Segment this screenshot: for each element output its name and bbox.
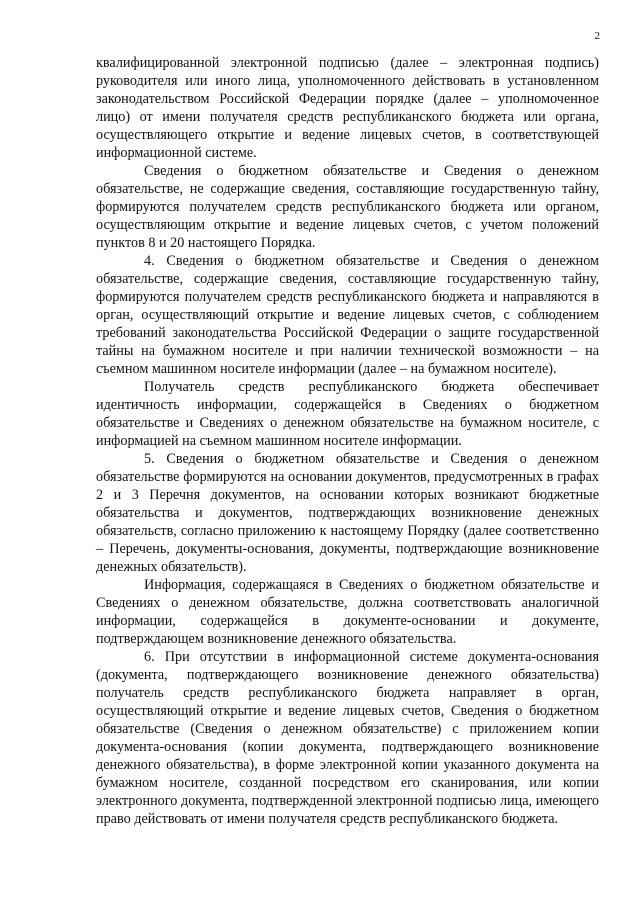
- paragraph-recipient-identity: Получатель средств республиканского бюджета обеспечивает идентичность информации, содержащейся в Сведениях о бюджетном обязательстве и Сведениях о денежном обязательстве на бумажном носителе, с информацией на съемном машинном носителе информации.: [96, 379, 599, 449]
- paragraph-qualified-signature: квалифицированной электронной подписью (далее – электронная подпись) руководителя или иного лица, уполномоченного действовать в установленном законодательством Российской Федерации порядке (далее – уполномоченное лицо) от имени получателя средств республиканского бюджета или органа, осуществляющего открытие и ведение лицевых счетов, в соответствующей информационной системе.: [96, 55, 599, 161]
- paragraph-non-secret-information: Сведения о бюджетном обязательстве и Сведения о денежном обязательстве, не содержащие сведения, составляющие государственную тайну, формируются получателем средств республиканского бюджета или органом, осуществляющим открытие и ведение лицевых счетов, с учетом положений пунктов 8 и 20 настоящего Порядка.: [96, 163, 599, 251]
- paragraph-item-4: 4. Сведения о бюджетном обязательстве и Сведения о денежном обязательстве, содержащие сведения, составляющие государственную тайну, формируются получателем средств республиканского бюджета и направляются в орган, осуществляющий открытие и ведение лицевых счетов, с соблюдением требований законодательства Российской Федерации о защите государственной тайны на бумажном носителе и при наличии технической возможности – на съемном машинном носителе информации (далее – на бумажном носителе).: [96, 253, 599, 377]
- document-body: [96, 54, 599, 828]
- paragraph-item-6: 6. При отсутствии в информационной системе документа-основания (документа, подтверждающего возникновение денежного обязательства) получатель средств республиканского бюджета направляет в орган, осуществляющий открытие и ведение лицевых счетов, Сведения о бюджетном обязательстве (Сведения о денежном обязательстве) с приложением копии документа-основания (копии документа, подтверждающего возникновение денежного обязательства), в форме электронной копии указанного документа на бумажном носителе, созданной посредством его сканирования, или копии электронного документа, подтвержденной электронной подписью лица, имеющего право действовать от имени получателя средств республиканского бюджета.: [96, 649, 599, 827]
- paragraph-item-5: 5. Сведения о бюджетном обязательстве и Сведения о денежном обязательстве формируются на основании документов, предусмотренных в графах 2 и 3 Перечня документов, на основании которых возникают бюджетные обязательства и документов, подтверждающих возникновение денежных обязательств, согласно приложению к настоящему Порядку (далее соответственно – Перечень, документы-основания, документы, подтверждающие возникновение денежных обязательств).: [96, 451, 599, 575]
- paragraph-information-match: Информация, содержащаяся в Сведениях о бюджетном обязательстве и Сведениях о денежном обязательстве, должна соответствовать аналогичной информации, содержащейся в документе-основании и документе, подтверждающем возникновение денежного обязательства.: [96, 577, 599, 647]
- page-number: 2: [594, 30, 600, 42]
